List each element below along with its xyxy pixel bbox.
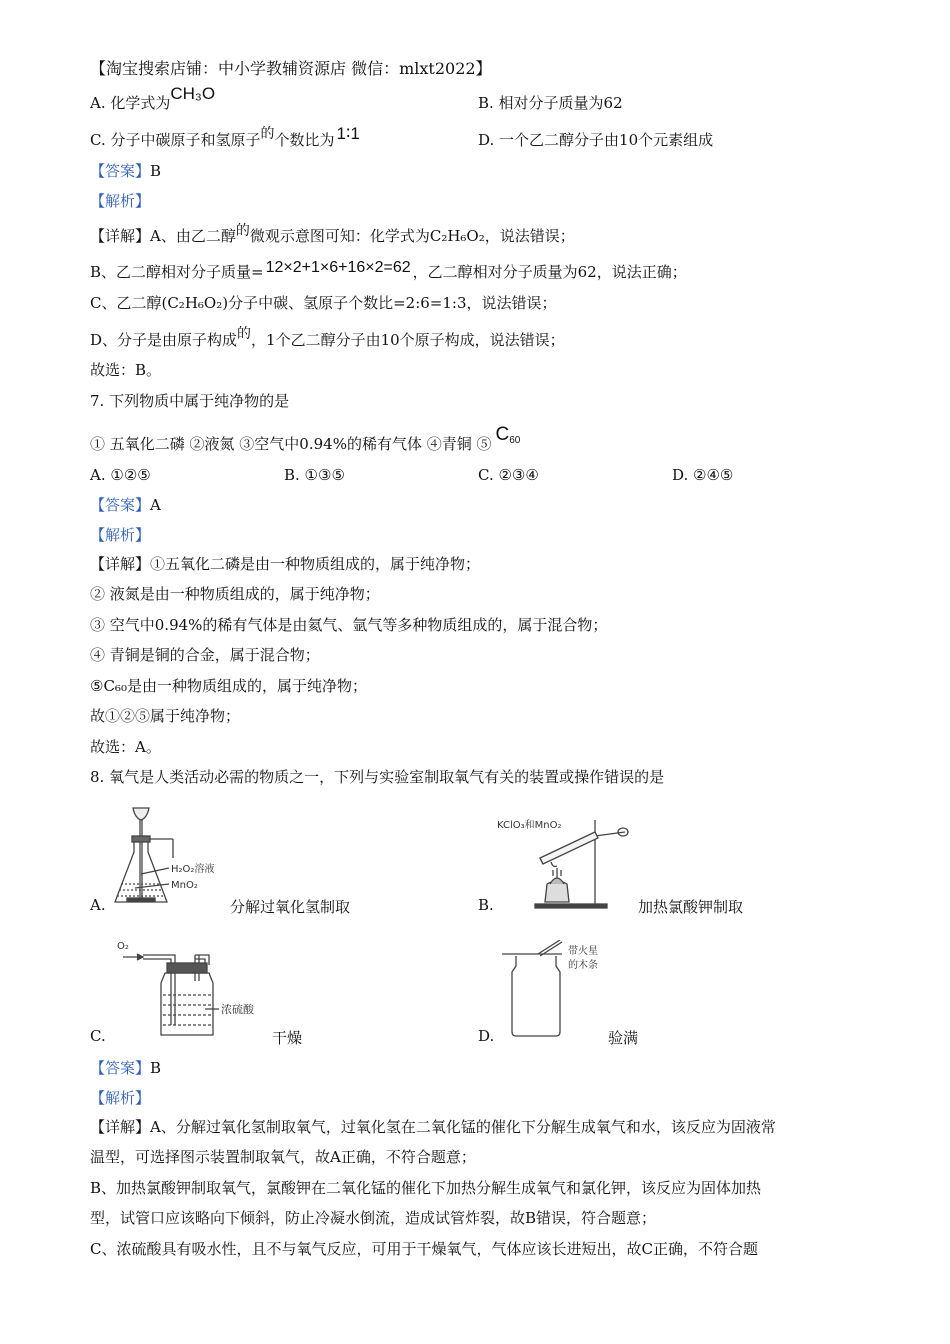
q7-option-a: A. ①②⑤ <box>90 466 151 484</box>
q7-detail-6: 故①②⑤属于纯净物； <box>90 707 241 725</box>
q6-option-c <box>90 124 360 152</box>
q6-detail-1-de: 的 <box>235 223 250 239</box>
page-header: 【淘宝搜索店铺：中小学教辅资源店 微信：mlxt2022】 <box>90 59 492 78</box>
q6-detail-2a: B、乙二醇相对分子质量= <box>90 263 264 281</box>
figure-a-caption: 分解过氧化氢制取 <box>230 898 351 916</box>
figure-c-drying-bottle <box>115 935 275 1045</box>
q7-c60-sub: 60 <box>509 435 521 446</box>
figure-d-label-1: 带火星 <box>568 946 598 957</box>
q7-analysis-tag: 【解析】 <box>90 526 151 544</box>
q6-option-a <box>90 84 216 114</box>
figure-a-flask <box>105 800 245 915</box>
q7-option-b: B. ①③⑤ <box>284 466 345 484</box>
figure-d-letter: D. <box>478 1027 495 1045</box>
q8-detail-1: 【详解】A、分解过氧化氢制取氧气，过氧化氢在二氧化锰的催化下分解生成氧气和水，该反应为固液常 <box>90 1118 776 1136</box>
figure-b-heating <box>495 810 640 912</box>
figure-c-label-gas: O₂ <box>117 941 129 952</box>
q8-detail-2: 温型，可选择图示装置制取氧气，故A正确，不符合题意； <box>90 1148 476 1166</box>
q6-option-a-text: A. 化学式为 <box>90 94 171 112</box>
figure-a-letter: A. <box>90 896 106 914</box>
q7-option-c: C. ②③④ <box>478 466 539 484</box>
q6-detail-1 <box>90 225 575 248</box>
q8-detail-4: 型，试管口应该略向下倾斜，防止冷凝水倒流，造成试管炸裂，故B错误，符合题意； <box>90 1209 657 1227</box>
q7-detail-1: 【详解】①五氧化二磷是由一种物质组成的，属于纯净物； <box>90 555 481 573</box>
q6-analysis-tag: 【解析】 <box>90 192 151 210</box>
figure-c-letter: C. <box>90 1027 106 1045</box>
q6-detail-4 <box>90 326 565 352</box>
q7-items-text: ① 五氧化二磷 ②液氮 ③空气中0.94%的稀有气体 ④青铜 ⑤ <box>90 435 492 453</box>
q7-c60 <box>496 424 521 445</box>
q7-detail-3: ③ 空气中0.94%的稀有气体是由氦气、氩气等多种物质组成的，属于混合物； <box>90 616 608 634</box>
q7-choose: 故选：A。 <box>90 738 161 756</box>
figure-b-caption: 加热氯酸钾制取 <box>638 898 744 916</box>
figure-d-label-2: 的木条 <box>568 960 598 971</box>
q6-detail-2 <box>90 261 687 284</box>
q6-option-b: B. 相对分子质量为62 <box>478 94 623 112</box>
q6-detail-4-de: 的 <box>237 326 252 342</box>
q6-option-c-ratio: 1∶1 <box>336 124 360 143</box>
figure-c-caption: 干燥 <box>272 1029 303 1047</box>
figure-b-letter: B. <box>478 896 494 914</box>
q6-detail-4a: D、分子是由原子构成 <box>90 331 238 349</box>
figure-c-label-acid: 浓硫酸 <box>221 1003 254 1016</box>
q7-answer-tag: 【答案】 <box>90 496 151 514</box>
q6-detail-1b: 微观示意图可知：化学式为C₂H₆O₂，说法错误； <box>249 227 575 245</box>
figure-b-label: KClO₃和MnO₂ <box>497 820 562 831</box>
figure-a-label-h2o2: H₂O₂溶液 <box>171 864 215 875</box>
q7-option-d: D. ②④⑤ <box>672 466 734 484</box>
q7-stem: 7. 下列物质中属于纯净物的是 <box>90 392 290 410</box>
q7-detail-4: ④ 青铜是铜的合金，属于混合物； <box>90 646 320 664</box>
q8-answer-value: B <box>150 1059 162 1077</box>
q6-answer-tag: 【答案】 <box>90 162 151 180</box>
q7-detail-2: ② 液氮是由一种物质组成的，属于纯净物； <box>90 585 380 603</box>
q6-detail-4b: ，1个乙二醇分子由10个原子构成，说法错误； <box>251 331 565 349</box>
figure-d-gas-jar <box>498 940 618 1040</box>
q6-option-c-text: C. 分子中碳原子和氢原子 <box>90 131 261 149</box>
q6-option-d: D. 一个乙二醇分子由10个元素组成 <box>478 131 714 149</box>
q6-answer <box>90 160 161 182</box>
q8-detail-5: C、浓硫酸具有吸水性，且不与氧气反应，可用于干燥氧气，气体应该长进短出，故C正确，不符合题 <box>90 1240 758 1258</box>
figure-d-caption: 验满 <box>608 1029 639 1047</box>
q6-option-c-tail: 个数比为 <box>274 131 335 149</box>
q6-option-a-formula: CH₃O <box>170 84 216 103</box>
q8-analysis-tag: 【解析】 <box>90 1089 151 1107</box>
q8-detail-3: B、加热氯酸钾制取氧气，氯酸钾在二氧化锰的催化下加热分解生成氧气和氯化钾，该反应为固体加热 <box>90 1179 762 1197</box>
q6-detail-1a: 【详解】A、由乙二醇 <box>90 227 236 245</box>
q8-stem: 8. 氧气是人类活动必需的物质之一，下列与实验室制取氧气有关的装置或操作错误的是 <box>90 768 665 786</box>
q7-answer-value: A <box>150 496 161 514</box>
q6-detail-3: C、乙二醇(C₂H₆O₂)分子中碳、氢原子个数比=2:6=1:3，说法错误； <box>90 294 557 312</box>
q7-items <box>90 424 521 461</box>
q8-answer <box>90 1057 161 1079</box>
q6-detail-2b: ，乙二醇相对分子质量为62，说法正确； <box>412 263 687 281</box>
q6-option-c-de: 的 <box>260 126 275 142</box>
q6-choose: 故选：B。 <box>90 361 162 379</box>
figure-a-label-mno2: MnO₂ <box>171 880 198 891</box>
q7-c60-c: C <box>495 424 510 445</box>
q6-detail-2-formula: 12×2+1×6+16×2=62 <box>265 259 411 276</box>
q7-answer <box>90 494 161 516</box>
q6-answer-value: B <box>150 162 162 180</box>
q7-detail-5: ⑤C₆₀是由一种物质组成的，属于纯净物； <box>90 677 367 695</box>
q8-answer-tag: 【答案】 <box>90 1059 151 1077</box>
